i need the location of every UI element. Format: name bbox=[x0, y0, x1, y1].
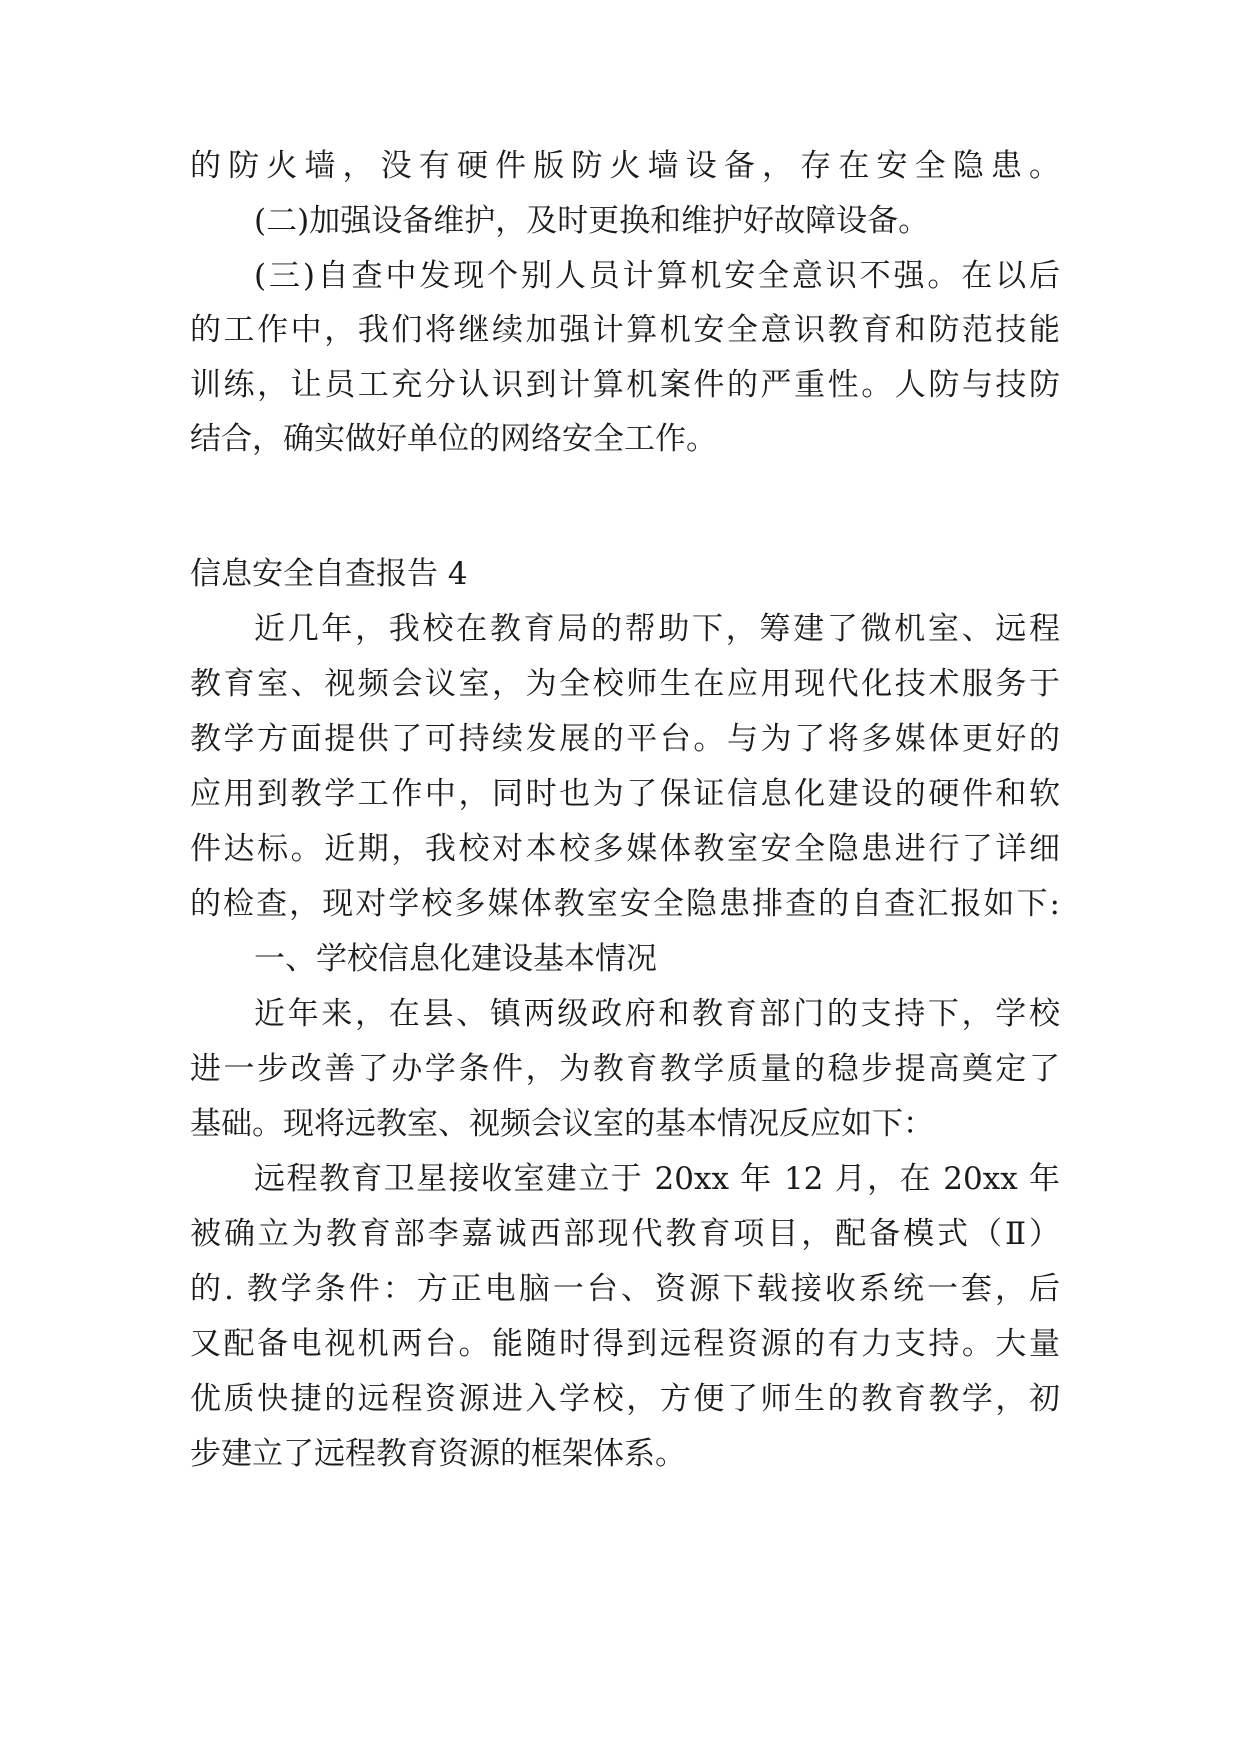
text-line: 进一步改善了办学条件，为教育教学质量的稳步提高奠定了 bbox=[190, 1051, 1060, 1087]
text-line: 远程教育卫星接收室建立于 20xx 年 12 月，在 20xx 年 bbox=[254, 1161, 1060, 1197]
text-line: 被确立为教育部李嘉诚西部现代教育项目，配备模式（Ⅱ） bbox=[190, 1216, 1060, 1252]
text-line: 教育室、视频会议室，为全校师生在应用现代化技术服务于 bbox=[190, 666, 1060, 702]
text-line: 步建立了远程教育资源的框架体系。 bbox=[190, 1436, 686, 1472]
text-line: 训练，让员工充分认识到计算机案件的严重性。人防与技防 bbox=[190, 367, 1060, 403]
text-line: 的防火墙，没有硬件版防火墙设备，存在安全隐患。 bbox=[190, 148, 1060, 184]
section-heading: 信息安全自查报告 4 bbox=[190, 556, 468, 592]
text-line: 优质快捷的远程资源进入学校，方便了师生的教育教学，初 bbox=[190, 1381, 1060, 1417]
text-line: 的工作中，我们将继续加强计算机安全意识教育和防范技能 bbox=[190, 312, 1060, 348]
text-line: 基础。现将远教室、视频会议室的基本情况反应如下： bbox=[190, 1106, 934, 1142]
text-line: 近年来，在县、镇两级政府和教育部门的支持下，学校 bbox=[254, 996, 1060, 1032]
text-line: 件达标。近期，我校对本校多媒体教室安全隐患进行了详细 bbox=[190, 831, 1060, 867]
text-line: 应用到教学工作中，同时也为了保证信息化建设的硬件和软 bbox=[190, 776, 1060, 812]
text-line: (三)自查中发现个别人员计算机安全意识不强。在以后 bbox=[254, 258, 1060, 294]
text-line: 的. 教学条件：方正电脑一台、资源下载接收系统一套，后 bbox=[190, 1271, 1060, 1307]
text-line: 教学方面提供了可持续发展的平台。与为了将多媒体更好的 bbox=[190, 721, 1060, 757]
text-line: 结合，确实做好单位的网络安全工作。 bbox=[190, 421, 717, 457]
text-line: 的检查，现对学校多媒体教室安全隐患排查的自查汇报如下: bbox=[190, 886, 1060, 922]
text-line: 又配备电视机两台。能随时得到远程资源的有力支持。大量 bbox=[190, 1326, 1060, 1362]
text-line: 近几年，我校在教育局的帮助下，筹建了微机室、远程 bbox=[254, 611, 1060, 647]
text-line: (二)加强设备维护，及时更换和维护好故障设备。 bbox=[254, 203, 930, 239]
subheading: 一、学校信息化建设基本情况 bbox=[254, 941, 657, 977]
